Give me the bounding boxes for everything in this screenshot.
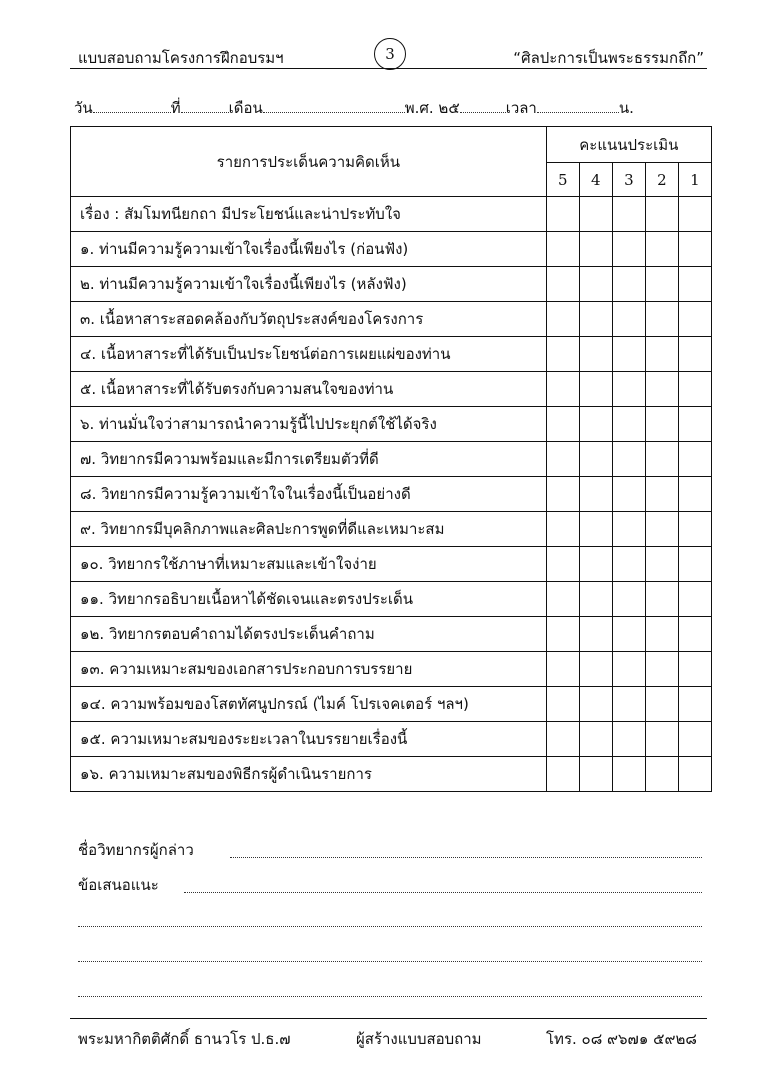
score-cell-3[interactable] — [612, 407, 645, 442]
score-cell-1[interactable] — [678, 547, 711, 582]
suggestion-field-line-1[interactable] — [184, 891, 702, 893]
score-cell-1[interactable] — [678, 197, 711, 232]
table-row — [71, 547, 712, 582]
row-item-label: ๑๒. วิทยากรตอบคำถามได้ตรงประเด็นคำถาม — [71, 617, 547, 652]
score-cell-5[interactable] — [546, 722, 579, 757]
topic-header: รายการประเด็นความคิดเห็น — [71, 127, 547, 197]
year-field[interactable] — [460, 98, 506, 113]
score-cell-5[interactable] — [546, 652, 579, 687]
score-cell-5[interactable] — [546, 267, 579, 302]
score-cell-3[interactable] — [612, 582, 645, 617]
score-column-2: 2 — [645, 163, 678, 197]
score-cell-2[interactable] — [645, 372, 678, 407]
score-cell-2[interactable] — [645, 477, 678, 512]
suggestion-field-line-4[interactable] — [78, 995, 702, 997]
time-suffix: น. — [618, 99, 634, 117]
speaker-label: ชื่อวิทยากรผู้กล่าว — [78, 841, 194, 859]
score-cell-5[interactable] — [546, 617, 579, 652]
score-cell-5[interactable] — [546, 372, 579, 407]
score-cell-5[interactable] — [546, 407, 579, 442]
phone-number: โทร. ๐๘ ๙๖๗๑ ๕๙๒๘ — [546, 1030, 697, 1048]
score-cell-1[interactable] — [678, 757, 711, 792]
score-cell-3[interactable] — [612, 477, 645, 512]
date-at-label: ที่ — [170, 99, 181, 117]
score-cell-1[interactable] — [678, 617, 711, 652]
score-cell-1[interactable] — [678, 442, 711, 477]
score-cell-4[interactable] — [579, 407, 612, 442]
score-cell-3[interactable] — [612, 337, 645, 372]
score-cell-2[interactable] — [645, 582, 678, 617]
score-cell-3[interactable] — [612, 267, 645, 302]
score-cell-5[interactable] — [546, 547, 579, 582]
table-row — [71, 337, 712, 372]
score-header: คะแนนประเมิน — [546, 127, 711, 163]
score-cell-1[interactable] — [678, 232, 711, 267]
score-cell-1[interactable] — [678, 267, 711, 302]
score-cell-4[interactable] — [579, 302, 612, 337]
table-row — [71, 302, 712, 337]
table-row — [71, 617, 712, 652]
score-cell-4[interactable] — [579, 512, 612, 547]
score-cell-2[interactable] — [645, 722, 678, 757]
score-cell-5[interactable] — [546, 582, 579, 617]
score-cell-5[interactable] — [546, 757, 579, 792]
row-item-label: ๑๑. วิทยากรอธิบายเนื้อหาได้ชัดเจนและตรงประเด็น — [71, 582, 547, 617]
score-cell-1[interactable] — [678, 407, 711, 442]
score-cell-5[interactable] — [546, 232, 579, 267]
score-column-1: 1 — [678, 163, 711, 197]
score-cell-2[interactable] — [645, 337, 678, 372]
score-column-5: 5 — [546, 163, 579, 197]
score-cell-3[interactable] — [612, 617, 645, 652]
score-cell-2[interactable] — [645, 302, 678, 337]
suggestion-field-line-2[interactable] — [78, 925, 702, 927]
row-item-label: ๗. วิทยากรมีความพร้อมและมีการเตรียมตัวที่ดี — [71, 442, 547, 477]
score-cell-4[interactable] — [579, 617, 612, 652]
score-cell-2[interactable] — [645, 547, 678, 582]
day-label: วัน — [74, 99, 93, 117]
page-header — [70, 42, 706, 70]
speaker-name-field[interactable] — [230, 856, 702, 858]
row-item-label: ๒. ท่านมีความรู้ความเข้าใจเรื่องนี้เพียงไร (หลังฟัง) — [71, 267, 547, 302]
score-cell-2[interactable] — [645, 267, 678, 302]
score-cell-4[interactable] — [579, 197, 612, 232]
score-cell-3[interactable] — [612, 302, 645, 337]
score-cell-4[interactable] — [579, 652, 612, 687]
score-cell-1[interactable] — [678, 512, 711, 547]
score-cell-2[interactable] — [645, 652, 678, 687]
page-number: 3 — [374, 38, 406, 70]
score-cell-4[interactable] — [579, 687, 612, 722]
form-title: แบบสอบถามโครงการฝึกอบรมฯ — [78, 49, 284, 67]
score-cell-3[interactable] — [612, 232, 645, 267]
evaluation-table — [70, 126, 712, 792]
score-cell-3[interactable] — [612, 197, 645, 232]
score-cell-1[interactable] — [678, 302, 711, 337]
author-name: พระมหากิตติศักดิ์ ธานวโร ป.ธ.๗ — [78, 1030, 291, 1048]
score-cell-2[interactable] — [645, 687, 678, 722]
score-cell-5[interactable] — [546, 512, 579, 547]
score-cell-5[interactable] — [546, 477, 579, 512]
score-cell-4[interactable] — [579, 722, 612, 757]
score-cell-4[interactable] — [579, 757, 612, 792]
table-row — [71, 442, 712, 477]
row-item-label: ๕. เนื้อหาสาระที่ได้รับตรงกับความสนใจของท่าน — [71, 372, 547, 407]
table-row — [71, 582, 712, 617]
row-item-label: ๔. เนื้อหาสาระที่ได้รับเป็นประโยชน์ต่อการเผยแผ่ของท่าน — [71, 337, 547, 372]
score-cell-5[interactable] — [546, 302, 579, 337]
score-cell-2[interactable] — [645, 442, 678, 477]
score-cell-1[interactable] — [678, 722, 711, 757]
score-cell-4[interactable] — [579, 337, 612, 372]
day-field[interactable] — [93, 98, 171, 113]
score-cell-4[interactable] — [579, 232, 612, 267]
score-cell-4[interactable] — [579, 372, 612, 407]
date-line — [74, 96, 704, 120]
row-item-label: ๑๖. ความเหมาะสมของพิธีกรผู้ดำเนินรายการ — [71, 757, 547, 792]
score-column-4: 4 — [579, 163, 612, 197]
score-cell-1[interactable] — [678, 372, 711, 407]
time-field[interactable] — [537, 98, 619, 113]
row-item-label: ๑๐. วิทยากรใช้ภาษาที่เหมาะสมและเข้าใจง่าย — [71, 547, 547, 582]
author-role: ผู้สร้างแบบสอบถาม — [356, 1030, 482, 1048]
table-row — [71, 757, 712, 792]
row-item-label: เรื่อง : สัมโมทนียกถา มีประโยชน์และน่าประทับใจ — [71, 197, 547, 232]
score-cell-1[interactable] — [678, 652, 711, 687]
score-cell-4[interactable] — [579, 267, 612, 302]
score-cell-4[interactable] — [579, 442, 612, 477]
table-row — [71, 722, 712, 757]
table-row — [71, 477, 712, 512]
score-cell-1[interactable] — [678, 337, 711, 372]
score-cell-3[interactable] — [612, 687, 645, 722]
suggestion-field-line-3[interactable] — [78, 960, 702, 962]
score-column-3: 3 — [612, 163, 645, 197]
month-field[interactable] — [263, 98, 405, 113]
score-cell-1[interactable] — [678, 477, 711, 512]
table-row — [71, 197, 712, 232]
score-cell-3[interactable] — [612, 372, 645, 407]
score-cell-5[interactable] — [546, 197, 579, 232]
score-cell-4[interactable] — [579, 547, 612, 582]
footer-divider — [70, 1018, 707, 1019]
score-cell-2[interactable] — [645, 232, 678, 267]
score-cell-3[interactable] — [612, 652, 645, 687]
score-cell-1[interactable] — [678, 582, 711, 617]
score-cell-5[interactable] — [546, 687, 579, 722]
table-row — [71, 372, 712, 407]
course-title: “ศิลปะการเป็นพระธรรมกถึก” — [513, 49, 704, 67]
score-cell-4[interactable] — [579, 582, 612, 617]
table-row — [71, 232, 712, 267]
date-field[interactable] — [181, 98, 229, 113]
score-cell-2[interactable] — [645, 407, 678, 442]
score-cell-3[interactable] — [612, 512, 645, 547]
table-row — [71, 652, 712, 687]
row-item-label: ๙. วิทยากรมีบุคลิกภาพและศิลปะการพูดที่ดีและเหมาะสม — [71, 512, 547, 547]
row-item-label: ๑. ท่านมีความรู้ความเข้าใจเรื่องนี้เพียงไร (ก่อนฟัง) — [71, 232, 547, 267]
time-label: เวลา — [505, 99, 537, 117]
score-cell-2[interactable] — [645, 512, 678, 547]
score-cell-5[interactable] — [546, 337, 579, 372]
row-item-label: ๓. เนื้อหาสาระสอดคล้องกับวัตถุประสงค์ของโครงการ — [71, 302, 547, 337]
score-cell-3[interactable] — [612, 722, 645, 757]
table-row — [71, 687, 712, 722]
suggestion-label: ข้อเสนอแนะ — [78, 876, 159, 894]
header-divider — [70, 68, 707, 69]
month-label: เดือน — [228, 99, 263, 117]
score-cell-4[interactable] — [579, 477, 612, 512]
table-row — [71, 512, 712, 547]
score-cell-3[interactable] — [612, 547, 645, 582]
year-label: พ.ศ. ๒๕ — [404, 99, 460, 117]
score-cell-2[interactable] — [645, 197, 678, 232]
score-cell-3[interactable] — [612, 442, 645, 477]
row-item-label: ๘. วิทยากรมีความรู้ความเข้าใจในเรื่องนี้เป็นอย่างดี — [71, 477, 547, 512]
score-cell-5[interactable] — [546, 442, 579, 477]
row-item-label: ๑๔. ความพร้อมของโสตทัศนูปกรณ์ (ไมค์ โปรเจคเตอร์ ฯลฯ) — [71, 687, 547, 722]
score-cell-2[interactable] — [645, 617, 678, 652]
table-row — [71, 407, 712, 442]
row-item-label: ๑๕. ความเหมาะสมของระยะเวลาในบรรยายเรื่องนี้ — [71, 722, 547, 757]
row-item-label: ๑๓. ความเหมาะสมของเอกสารประกอบการบรรยาย — [71, 652, 547, 687]
row-item-label: ๖. ท่านมั่นใจว่าสามารถนำความรู้นี้ไปประยุกต์ใช้ได้จริง — [71, 407, 547, 442]
score-cell-3[interactable] — [612, 757, 645, 792]
table-row — [71, 267, 712, 302]
score-cell-1[interactable] — [678, 687, 711, 722]
score-cell-2[interactable] — [645, 757, 678, 792]
